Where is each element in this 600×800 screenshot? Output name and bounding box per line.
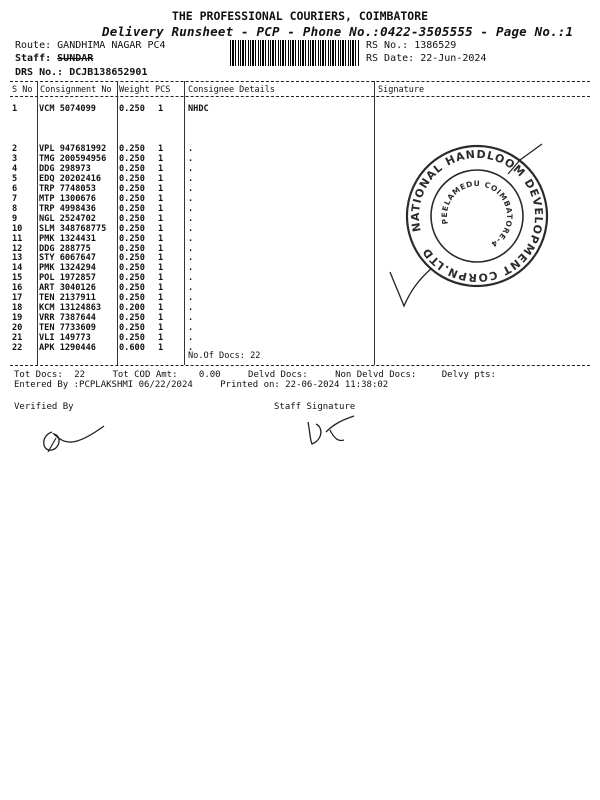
barcode <box>230 40 360 66</box>
svg-text:PEELAMEDU COIMBATORE-4 <box>432 171 523 261</box>
row-consignee: . <box>188 293 194 304</box>
row-consignee: . <box>188 343 194 353</box>
row-consignee: . <box>188 303 194 314</box>
route-line <box>15 40 166 51</box>
row-sno: 6 <box>12 183 18 194</box>
row-consignment-no: TEN 2137911 <box>39 293 96 304</box>
company-name: THE PROFESSIONAL COURIERS, COIMBATORE <box>171 9 429 23</box>
row-weight: 0.250 <box>119 263 145 274</box>
row-consignee: . <box>188 233 194 244</box>
table-row <box>0 323 600 333</box>
row-sno: 10 <box>12 223 23 234</box>
row-consignee: . <box>188 223 194 234</box>
row-weight: 0.250 <box>119 233 145 244</box>
drs-label: DRS No.: <box>15 67 64 78</box>
rs-no-line <box>366 40 456 51</box>
col-header-sno: S No <box>12 85 33 95</box>
row-weight: 0.250 <box>119 273 145 284</box>
row-pcs: 1 <box>158 313 164 324</box>
row-consignee: . <box>188 313 194 324</box>
row-consignment-no: STY 6067647 <box>39 253 96 264</box>
row-pcs: 1 <box>158 144 164 154</box>
row-sno: 14 <box>12 263 23 274</box>
row-weight: 0.250 <box>119 213 145 224</box>
row-weight: 0.250 <box>119 293 145 304</box>
row-weight: 0.250 <box>119 223 145 234</box>
row-pcs: 1 <box>158 183 164 194</box>
row-pcs: 1 <box>158 193 164 204</box>
row-consignee: . <box>188 213 194 224</box>
row-sno: 8 <box>12 203 18 214</box>
table-row <box>0 313 600 323</box>
tot-docs-label: Tot Docs: <box>14 370 63 380</box>
table-row <box>0 293 600 303</box>
row-pcs: 1 <box>158 343 164 353</box>
rs-no-value: 1386529 <box>414 40 457 51</box>
row-sno: 12 <box>12 243 23 254</box>
row-weight: 0.250 <box>119 173 145 184</box>
row-pcs: 1 <box>158 203 164 214</box>
row-sno: 21 <box>12 333 23 344</box>
row-weight: 0.250 <box>119 333 145 344</box>
row-consignee: . <box>188 333 194 344</box>
delvy-pts-label: Delvy pts: <box>441 370 496 380</box>
row-consignee: . <box>188 203 194 214</box>
row-pcs: 1 <box>158 293 164 304</box>
row-consignment-no: APK 1290446 <box>39 343 96 353</box>
row-pcs: 1 <box>158 163 164 174</box>
row-weight: 0.250 <box>119 144 145 154</box>
row-pcs: 1 <box>158 223 164 234</box>
row-consignment-no: VRR 7387644 <box>39 313 96 324</box>
staff-value: SUNDAR <box>57 53 94 64</box>
row-pcs: 1 <box>158 263 164 274</box>
row-weight: 0.250 <box>119 203 145 214</box>
table-header-rule <box>10 96 590 97</box>
row-pcs: 1 <box>158 213 164 224</box>
table-row <box>0 303 600 313</box>
col-header-pcs: PCS <box>155 85 171 95</box>
row-consignee: . <box>188 283 194 294</box>
row-pcs: 1 <box>158 253 164 264</box>
row-sno: 11 <box>12 233 23 244</box>
row-consignment-no: PMK 1324294 <box>39 263 96 274</box>
row-weight: 0.250 <box>119 323 145 334</box>
row-sno: 16 <box>12 283 23 294</box>
col-header-weight: Weight <box>119 85 150 95</box>
row-weight: 0.600 <box>119 343 145 353</box>
delvd-docs-label: Delvd Docs: <box>248 370 308 380</box>
row-consignee: . <box>188 144 194 154</box>
row-consignment-no: NGL 2524702 <box>39 213 96 224</box>
row-consignee: . <box>188 183 194 194</box>
rs-date-label: RS Date: <box>366 53 415 64</box>
row-consignee: NHDC <box>188 104 209 114</box>
row-consignee: . <box>188 323 194 334</box>
row-weight: 0.250 <box>119 104 145 114</box>
entered-by: Entered By :PCPLAKSHMI 06/22/2024 <box>14 380 193 390</box>
row-consignee: . <box>188 153 194 164</box>
col-header-consignee: Consignee Details <box>188 85 275 95</box>
row-pcs: 1 <box>158 243 164 254</box>
row-consignee: . <box>188 273 194 284</box>
table-row <box>0 343 600 353</box>
row-consignment-no: DDG 288775 <box>39 243 91 254</box>
row-sno: 22 <box>12 343 23 353</box>
row-consignee: . <box>188 163 194 174</box>
col-header-consignment: Consignment No <box>40 85 112 95</box>
table-row <box>0 333 600 343</box>
row-weight: 0.250 <box>119 163 145 174</box>
row-sno: 13 <box>12 253 23 264</box>
stamp-inner-text: PEELAMEDU COIMBATORE-4 <box>439 178 515 250</box>
row-consignment-no: EDQ 20202416 <box>39 173 102 184</box>
row-sno: 1 <box>12 104 18 114</box>
row-consignee: . <box>188 173 194 184</box>
drs-line <box>15 67 147 78</box>
no-of-docs: No.Of Docs: 22 <box>188 351 261 361</box>
row-sno: 15 <box>12 273 23 284</box>
runsheet-subtitle: Delivery Runsheet - PCP - Phone No.:0422-3505555 - Page No.:1 <box>102 24 574 39</box>
staff-signature-label: Staff Signature <box>274 402 356 412</box>
row-consignment-no: TEN 7733609 <box>39 323 96 334</box>
row-sno: 18 <box>12 303 23 314</box>
row-consignment-no: SLM 348768775 <box>39 223 107 234</box>
row-consignment-no: ART 3040126 <box>39 283 96 294</box>
row-weight: 0.250 <box>119 153 145 164</box>
row-sno: 3 <box>12 153 18 164</box>
rs-date-line <box>366 53 486 64</box>
staff-label: Staff: <box>15 53 52 64</box>
row-sno: 20 <box>12 323 23 334</box>
row-sno: 7 <box>12 193 18 204</box>
row-pcs: 1 <box>158 104 164 114</box>
printed-on: Printed on: 22-06-2024 11:38:02 <box>220 380 389 390</box>
row-sno: 5 <box>12 173 18 184</box>
row-weight: 0.250 <box>119 253 145 264</box>
rs-date-value: 22-Jun-2024 <box>420 53 487 64</box>
tot-cod-value: 0.00 <box>198 370 221 380</box>
row-pcs: 1 <box>158 173 164 184</box>
row-consignment-no: TRP 4998436 <box>39 203 96 214</box>
row-consignment-no: VLI 149773 <box>39 333 91 344</box>
row-sno: 17 <box>12 293 23 304</box>
row-sno: 2 <box>12 144 18 154</box>
row-sno: 19 <box>12 313 23 324</box>
row-consignment-no: DDG 298973 <box>39 163 91 174</box>
row-weight: 0.250 <box>119 183 145 194</box>
route-label: Route: <box>15 40 52 51</box>
row-consignment-no: TMG 200594956 <box>39 153 107 164</box>
row-pcs: 1 <box>158 323 164 334</box>
verified-by-signature <box>34 418 114 458</box>
table-bottom-rule <box>10 365 590 366</box>
row-consignee: . <box>188 263 194 274</box>
row-consignment-no: TRP 7748053 <box>39 183 96 194</box>
row-pcs: 1 <box>158 333 164 344</box>
row-consignee: . <box>188 193 194 204</box>
row-consignee: . <box>188 253 194 264</box>
verified-by-label: Verified By <box>14 402 74 412</box>
totals-line <box>14 370 496 380</box>
row-consignment-no: VCM 5074099 <box>39 104 96 114</box>
table-top-rule <box>10 81 590 82</box>
row-sno: 9 <box>12 213 18 224</box>
entered-printed-line <box>14 380 388 390</box>
row-weight: 0.250 <box>119 243 145 254</box>
staff-line <box>15 53 93 64</box>
drs-value: DCJB138652901 <box>69 67 148 78</box>
row-pcs: 1 <box>158 283 164 294</box>
route-value: GANDHIMA NAGAR PC4 <box>57 40 166 51</box>
row-weight: 0.250 <box>119 193 145 204</box>
row-consignment-no: VPL 947681992 <box>39 144 107 154</box>
row-consignee: . <box>188 243 194 254</box>
row-pcs: 1 <box>158 153 164 164</box>
tot-docs-value: 22 <box>74 370 86 380</box>
row-pcs: 1 <box>158 273 164 284</box>
row-weight: 0.200 <box>119 303 145 314</box>
row-pcs: 1 <box>158 303 164 314</box>
row-consignment-no: POL 1972857 <box>39 273 96 284</box>
stamp-signature-stroke <box>500 140 550 180</box>
row-weight: 0.250 <box>119 283 145 294</box>
row-consignment-no: PMK 1324431 <box>39 233 96 244</box>
row-sno: 4 <box>12 163 18 174</box>
stamp-outer-text: NATIONAL HANDLOOM DEVELOPMENT CORPN.LTD <box>408 147 546 285</box>
rs-no-label: RS No.: <box>366 40 409 51</box>
receiver-signature-mark <box>386 262 446 312</box>
staff-signature <box>300 410 360 450</box>
row-consignment-no: MTP 1300676 <box>39 193 96 204</box>
table-row <box>0 104 600 114</box>
row-pcs: 1 <box>158 233 164 244</box>
col-header-signature: Signature <box>378 85 425 95</box>
tot-cod-label: Tot COD Amt: <box>112 370 178 380</box>
non-delvd-docs-label: Non Delvd Docs: <box>335 370 417 380</box>
row-consignment-no: KCM 13124863 <box>39 303 102 314</box>
row-weight: 0.250 <box>119 313 145 324</box>
